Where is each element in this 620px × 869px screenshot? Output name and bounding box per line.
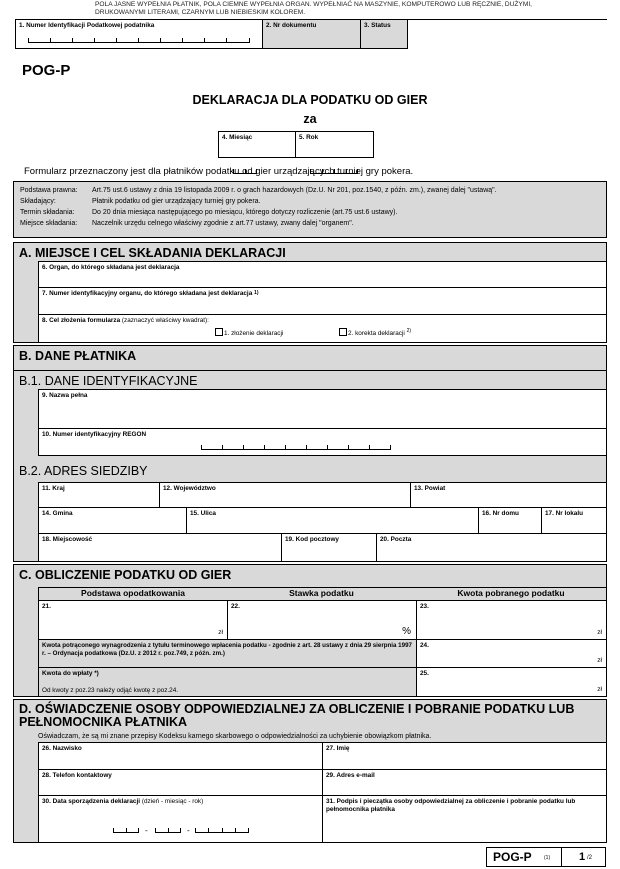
payment-description [38,667,417,697]
page-footer [486,847,606,867]
f6-authority[interactable] [38,261,607,288]
f19-label: 19. Kod pocztowy [285,536,339,543]
f7-footnote: 1) [254,290,259,296]
f30-hint: (dzień - miesiąc - rok) [141,798,204,805]
f6-label: 6. Organ, do którego składana jest deklaracja [42,264,180,271]
legal-value: Płatnik podatku od gier urządzający turniej gry pokera. [92,198,261,205]
f11-country[interactable] [38,482,160,508]
f7-label: 7. Numer identyfikacyjny organu, do którego składana jest deklaracja [42,290,253,297]
f15-label: 15. Ulica [190,510,216,517]
header-rule [15,19,607,20]
nip-label: 1. Numer Identyfikacji Podatkowej podatnika [19,22,155,29]
f15-street[interactable] [186,507,479,534]
status-label: 3. Status [364,22,391,29]
f19-postal-code[interactable] [281,533,377,562]
f31-label: 31. Podpis i pieczątka osoby odpowiedzialnej za obliczenie i pobranie podatku lub pełnomocnika płatnika [326,798,576,813]
f12-label: 12. Województwo [163,485,216,492]
footer-page-total: /2 [587,855,593,861]
f28-phone[interactable] [38,769,323,796]
footer-form-code: POG-P [493,850,532,864]
year-label: 5. Rok [299,134,319,141]
footer-page-number: 1 [579,851,586,863]
legal-key: Składający: [20,198,56,205]
f11-label: 11. Kraj [42,485,65,492]
f29-email[interactable] [322,769,607,796]
f12-voivodeship[interactable] [159,482,411,508]
f22-unit: % [402,626,411,637]
f21-unit: zł [218,629,223,636]
fill-instructions: POLA JASNE WYPEŁNIA PŁATNIK, POLA CIEMNE WYPEŁNIA ORGAN. WYPEŁNIAĆ NA MASZYNIE, KOMPUTEROWO LUB RĘCZNIE, DUŻYMI, DRUKOWANYMI LITERAMI, CZARNYM LUB NIEBIESKIM KOLOREM. [95,1,532,16]
f29-label: 29. Adres e-mail [326,772,375,779]
doc-number-field [262,19,361,49]
f9-label: 9. Nazwa pełna [42,392,88,399]
option-correction-label: 2. korekta deklaracji [348,330,405,337]
payment-hint: Od kwoty z poz.23 należy odjąć kwotę z poz.24. [42,687,179,694]
checkbox-submission[interactable] [215,328,223,336]
col-tax-amount: Kwota pobranego podatku [416,587,607,601]
f16-label: 16. Nr domu [482,510,519,517]
col-tax-base: Podstawa opodatkowania [38,587,228,601]
f21-label: 21. [42,603,51,610]
form-code: POG-P [22,62,71,79]
payment-label: Kwota do wpłaty *) [42,670,99,677]
f23-unit: zł [597,629,602,636]
section-d [13,699,607,843]
year-field[interactable] [296,132,373,157]
option-submission[interactable] [215,328,283,337]
option-correction[interactable] [339,328,411,337]
f20-label: 20. Poczta [380,536,412,543]
f18-locality[interactable] [38,533,282,562]
f23-label: 23. [420,603,429,610]
f21-tax-base[interactable] [38,600,228,640]
section-b-title: B. DANE PŁATNIKA [19,349,137,363]
f10-label: 10. Numer identyfikacyjny REGON [42,431,147,438]
nip-comb [28,39,250,43]
legal-value: Art.75 ust.6 ustawy z dnia 19 listopada 2009 r. o grach hazardowych (Dz.U. Nr 201, poz.1540, z późn. zm.), zwanej dalej "ustawą". [92,187,497,194]
opt2-footnote: 2) [406,328,412,334]
f24-reduction[interactable] [416,639,607,668]
nip-field[interactable] [15,19,263,49]
f8-label: 8. Cel złożenia formularza [42,317,121,324]
footer-version: (1) [544,855,551,861]
f9-full-name[interactable] [38,389,607,429]
checkbox-correction[interactable] [339,328,347,336]
legal-value: Naczelnik urzędu celnego właściwy zgodnie z art.77 ustawy, zwany dalej "organem". [92,220,354,227]
legal-key: Podstawa prawna: [20,187,78,194]
section-c-title: C. OBLICZENIE PODATKU OD GIER [19,568,232,582]
period-fields [218,131,374,158]
section-b [13,345,607,562]
f20-post-office[interactable] [376,533,607,562]
f17-label: 17. Nr lokalu [545,510,584,517]
purpose-text: Formularz przeznaczony jest dla płatników podatku od gier urządzających turniej gry pokera. [24,166,414,177]
section-c [13,564,607,697]
month-field[interactable] [219,132,296,157]
col-tax-rate: Stawka podatku [227,587,417,601]
status-field [360,19,408,49]
f18-label: 18. Miejscowość [42,536,93,543]
section-a-title: A. MIEJSCE I CEL SKŁADANIA DEKLARACJI [19,246,286,260]
f14-commune[interactable] [38,507,187,534]
legal-key: Termin składania: [20,209,75,216]
f26-label: 26. Nazwisko [42,745,82,752]
section-b1-title: B.1. DANE IDENTYFIKACYJNE [14,370,606,390]
f7-authority-id[interactable] [38,287,607,315]
reduction-description: Kwota potrąconego wynagrodzenia z tytułu terminowego wpłacenia podatku - zgodnie z art. 28 ustawy z dnia 29 sierpnia 1997 r. – Ordynacja podatkowa (Dz.U. z 2012 r. poz.749, z późn. zm.) [38,639,417,668]
f13-label: 13. Powiat [414,485,446,492]
f30-label: 30. Data sporządzenia deklaracji [42,798,141,805]
f30-date[interactable]: 30. Data sporządzenia deklaracji (dzień - miesiąc - rok) - - [38,795,323,843]
f8-hint: (zaznaczyć właściwy kwadrat): [121,317,209,324]
f25-unit: zł [597,686,602,693]
f24-label: 24. [420,642,429,649]
f17-flat-no[interactable] [541,507,607,534]
f22-label: 22. [231,603,240,610]
f27-first-name[interactable] [322,742,607,770]
section-a [13,242,607,343]
f25-label: 25. [420,670,429,677]
header-fields [15,19,408,49]
f10-regon[interactable] [38,428,607,456]
f16-house-no[interactable] [478,507,542,534]
f22-tax-rate[interactable] [227,600,417,640]
f27-label: 27. Imię [326,745,350,752]
f14-label: 14. Gmina [42,510,73,517]
form-title: DEKLARACJA DLA PODATKU OD GIER [192,93,428,107]
f23-tax-collected[interactable] [416,600,607,640]
legal-value: Do 20 dnia miesiąca następującego po miesiącu, którego dotyczy rozliczenie (art.75 ust.6 ustawy). [92,209,398,216]
f13-district[interactable] [410,482,607,508]
f31-signature[interactable] [322,795,607,843]
section-b2-title: B.2. ADRES SIEDZIBY [19,464,148,478]
f25-amount-due[interactable] [416,667,607,697]
month-label: 4. Miesiąc [222,134,253,141]
legal-key: Miejsce składania: [20,220,78,227]
f28-label: 28. Telefon kontaktowy [42,772,112,779]
f26-surname[interactable] [38,742,323,770]
period-prefix: za [303,112,317,126]
section-d-title: D. OŚWIADCZENIE OSOBY ODPOWIEDZIALNEJ ZA OBLICZENIE I POBRANIE PODATKU LUB PEŁNOMOCNIKA PŁATNIKA [19,702,575,729]
doc-number-label: 2. Nr dokumentu [266,22,317,29]
f8-purpose [38,314,607,343]
legal-basis-box [13,181,607,238]
statement-text: Oświadczam, że są mi znane przepisy Kodeksu karnego skarbowego o odpowiedzialności za uchybienie obowiązkom płatnika. [38,733,432,740]
f24-unit: zł [597,657,602,664]
option-submission-label: 1. złożenie deklaracji [224,330,284,337]
